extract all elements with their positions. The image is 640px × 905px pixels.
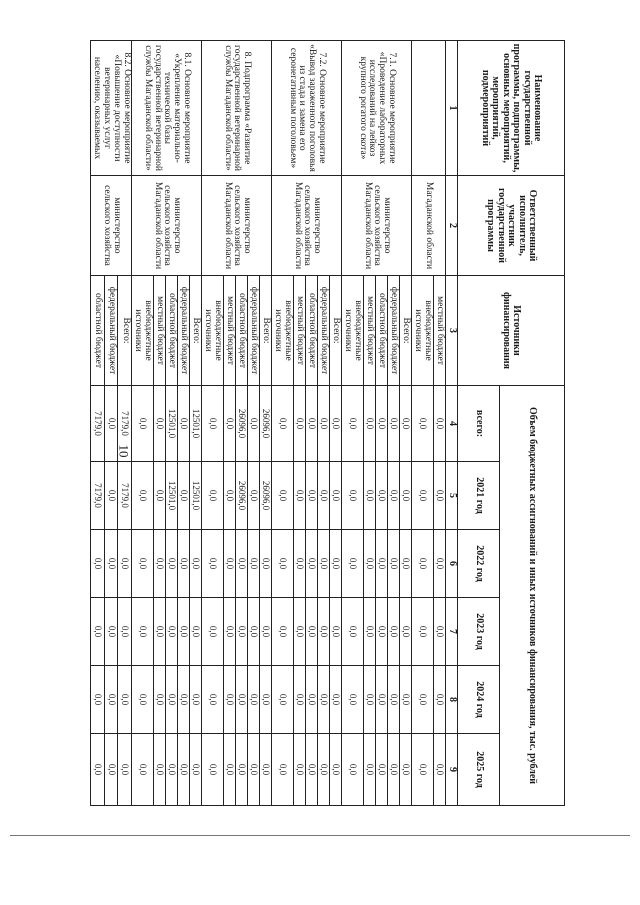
- value-cell: 0,0: [388, 666, 400, 734]
- source-cell: внебюджетные источники: [272, 276, 294, 386]
- source-cell: областной бюджет: [236, 276, 248, 386]
- value-cell: 0,0: [364, 386, 376, 462]
- value-cell: 0,0: [330, 462, 342, 530]
- table-row: [118, 41, 132, 806]
- value-cell: 0,0: [91, 598, 105, 666]
- value-cell: 0,0: [132, 666, 154, 734]
- value-cell: 0,0: [202, 666, 224, 734]
- value-cell: 0,0: [412, 530, 434, 598]
- value-cell: 0,0: [330, 386, 342, 462]
- source-cell: федеральный бюджет: [248, 276, 260, 386]
- value-cell: 0,0: [388, 598, 400, 666]
- col-number: 6: [446, 530, 458, 598]
- value-cell: 0,0: [132, 530, 154, 598]
- value-cell: 0,0: [236, 530, 248, 598]
- page-number: 10: [116, 444, 132, 458]
- program-name-cell: [412, 41, 446, 176]
- table-row: [260, 41, 272, 806]
- value-cell: 0,0: [166, 734, 178, 806]
- value-cell: 0,0: [202, 530, 224, 598]
- value-cell: 0,0: [318, 462, 330, 530]
- value-cell: 0,0: [104, 734, 118, 806]
- value-cell: 0,0: [434, 386, 446, 462]
- col-number: 1: [446, 41, 458, 176]
- value-cell: 0,0: [190, 734, 202, 806]
- value-cell: 0,0: [248, 666, 260, 734]
- value-cell: 0,0: [306, 530, 318, 598]
- value-cell: 0,0: [400, 666, 412, 734]
- value-cell: 12501,0: [166, 386, 178, 462]
- value-cell: 0,0: [306, 462, 318, 530]
- value-cell: 0,0: [260, 734, 272, 806]
- value-cell: 0,0: [294, 530, 306, 598]
- source-cell: местный бюджет: [154, 276, 166, 386]
- source-cell: местный бюджет: [294, 276, 306, 386]
- value-cell: 0,0: [104, 462, 118, 530]
- value-cell: 0,0: [224, 386, 236, 462]
- value-cell: 7179,0: [118, 462, 132, 530]
- value-cell: 0,0: [318, 386, 330, 462]
- source-cell: внебюджетные источники: [202, 276, 224, 386]
- source-cell: Всего:: [330, 276, 342, 386]
- value-cell: 0,0: [166, 666, 178, 734]
- value-cell: 0,0: [132, 386, 154, 462]
- value-cell: 12501,0: [190, 386, 202, 462]
- header-year: 2025 год: [458, 734, 500, 806]
- value-cell: 0,0: [412, 666, 434, 734]
- value-cell: 0,0: [272, 462, 294, 530]
- executor-cell: министерство сельского хозяйства Магаданской области: [132, 176, 202, 276]
- value-cell: 0,0: [272, 386, 294, 462]
- value-cell: 0,0: [364, 734, 376, 806]
- value-cell: 0,0: [91, 530, 105, 598]
- col-number: 9: [446, 734, 458, 806]
- value-cell: 0,0: [202, 734, 224, 806]
- value-cell: 0,0: [306, 666, 318, 734]
- value-cell: 0,0: [118, 734, 132, 806]
- value-cell: 0,0: [178, 386, 190, 462]
- value-cell: 0,0: [294, 462, 306, 530]
- value-cell: 0,0: [224, 462, 236, 530]
- value-cell: 0,0: [236, 666, 248, 734]
- value-cell: 0,0: [330, 666, 342, 734]
- value-cell: 0,0: [388, 462, 400, 530]
- value-cell: 0,0: [104, 530, 118, 598]
- header-source: Источники финансирования: [458, 276, 565, 386]
- source-cell: Всего:: [400, 276, 412, 386]
- column-number-row: [446, 41, 458, 806]
- value-cell: 0,0: [342, 530, 364, 598]
- value-cell: 0,0: [236, 734, 248, 806]
- source-cell: федеральный бюджет: [388, 276, 400, 386]
- value-cell: 0,0: [434, 734, 446, 806]
- value-cell: 0,0: [132, 462, 154, 530]
- executor-cell: министерство сельского хозяйства Магаданской области: [342, 176, 412, 276]
- table-row: [400, 41, 412, 806]
- value-cell: 12501,0: [190, 462, 202, 530]
- value-cell: 0,0: [272, 598, 294, 666]
- source-cell: федеральный бюджет: [318, 276, 330, 386]
- value-cell: 26096,0: [236, 462, 248, 530]
- value-cell: 0,0: [202, 598, 224, 666]
- value-cell: 0,0: [306, 386, 318, 462]
- source-cell: местный бюджет: [364, 276, 376, 386]
- value-cell: 0,0: [400, 386, 412, 462]
- value-cell: 0,0: [294, 386, 306, 462]
- value-cell: 0,0: [236, 598, 248, 666]
- value-cell: 0,0: [388, 530, 400, 598]
- source-cell: областной бюджет: [376, 276, 388, 386]
- header-volume: Объем бюджетных ассигнований и иных источников финансирования, тыс. рублей: [500, 386, 565, 806]
- value-cell: 0,0: [388, 386, 400, 462]
- source-cell: внебюджетные источники: [412, 276, 434, 386]
- value-cell: 0,0: [154, 666, 166, 734]
- value-cell: 0,0: [166, 530, 178, 598]
- program-name-cell: 8.1. Основное мероприятие «Укрепление материально-технической базы государственной ветеринарной службы Магаданской области»: [132, 41, 202, 176]
- value-cell: 0,0: [190, 530, 202, 598]
- value-cell: 0,0: [178, 734, 190, 806]
- value-cell: 0,0: [306, 734, 318, 806]
- source-cell: областной бюджет: [166, 276, 178, 386]
- program-name-cell: 7.1. Основное мероприятие «Проведение лабораторных исследований на лейкоз крупного рогатого скота»: [342, 41, 412, 176]
- value-cell: 0,0: [178, 598, 190, 666]
- value-cell: 7179,0: [118, 386, 132, 462]
- value-cell: 0,0: [294, 598, 306, 666]
- source-cell: Всего:: [118, 276, 132, 386]
- value-cell: 0,0: [376, 530, 388, 598]
- value-cell: 0,0: [224, 666, 236, 734]
- value-cell: 0,0: [248, 598, 260, 666]
- table-body: [91, 41, 446, 806]
- value-cell: 0,0: [400, 530, 412, 598]
- value-cell: 0,0: [154, 598, 166, 666]
- value-cell: 0,0: [248, 734, 260, 806]
- value-cell: 0,0: [400, 462, 412, 530]
- value-cell: 0,0: [412, 598, 434, 666]
- source-cell: федеральный бюджет: [178, 276, 190, 386]
- value-cell: 0,0: [330, 530, 342, 598]
- value-cell: 0,0: [154, 734, 166, 806]
- value-cell: 0,0: [342, 462, 364, 530]
- value-cell: 0,0: [400, 734, 412, 806]
- program-name-cell: 8.2. Основное мероприятие «Повышение доступности ветеринарных услуг населению, оказываемых: [91, 41, 132, 176]
- value-cell: 0,0: [190, 666, 202, 734]
- funding-table: [90, 40, 565, 806]
- value-cell: 0,0: [330, 734, 342, 806]
- value-cell: 0,0: [376, 666, 388, 734]
- source-cell: Всего:: [190, 276, 202, 386]
- col-number: 5: [446, 462, 458, 530]
- value-cell: 0,0: [132, 598, 154, 666]
- col-number: 8: [446, 666, 458, 734]
- value-cell: 0,0: [202, 386, 224, 462]
- value-cell: 0,0: [294, 734, 306, 806]
- value-cell: 0,0: [272, 734, 294, 806]
- value-cell: 26096,0: [236, 386, 248, 462]
- header-name: Наименование государственной программы, подпрограммы, основных мероприятий, мероприятий, подмероприятий: [458, 41, 565, 176]
- value-cell: 0,0: [364, 598, 376, 666]
- source-cell: местный бюджет: [224, 276, 236, 386]
- value-cell: 0,0: [434, 530, 446, 598]
- value-cell: 0,0: [118, 598, 132, 666]
- value-cell: 0,0: [388, 734, 400, 806]
- value-cell: 0,0: [154, 462, 166, 530]
- value-cell: 0,0: [306, 598, 318, 666]
- value-cell: 0,0: [118, 530, 132, 598]
- value-cell: 0,0: [342, 734, 364, 806]
- value-cell: 0,0: [364, 666, 376, 734]
- program-name-cell: 7.2. Основное мероприятие «Вывод зараженного поголовья из стада и замена его серонегативным поголовьем»: [272, 41, 342, 176]
- value-cell: 0,0: [318, 530, 330, 598]
- value-cell: 0,0: [400, 598, 412, 666]
- source-cell: внебюджетные источники: [132, 276, 154, 386]
- value-cell: 0,0: [434, 598, 446, 666]
- col-number: 4: [446, 386, 458, 462]
- value-cell: 0,0: [248, 462, 260, 530]
- value-cell: 0,0: [248, 386, 260, 462]
- executor-cell: министерство сельского хозяйства: [91, 176, 132, 276]
- header-total: всего:: [458, 386, 500, 462]
- table-row: [330, 41, 342, 806]
- header-year: 2021 год: [458, 462, 500, 530]
- value-cell: 7179,0: [91, 462, 105, 530]
- source-cell: федеральный бюджет: [104, 276, 118, 386]
- value-cell: 0,0: [412, 734, 434, 806]
- value-cell: 0,0: [272, 530, 294, 598]
- value-cell: 0,0: [260, 598, 272, 666]
- value-cell: 0,0: [376, 386, 388, 462]
- source-cell: внебюджетные источники: [342, 276, 364, 386]
- value-cell: 0,0: [202, 462, 224, 530]
- value-cell: 7179,0: [91, 386, 105, 462]
- value-cell: 0,0: [318, 598, 330, 666]
- table-row: [190, 41, 202, 806]
- value-cell: 0,0: [412, 462, 434, 530]
- value-cell: 0,0: [272, 666, 294, 734]
- rotated-page: [70, 40, 565, 805]
- col-number: 2: [446, 176, 458, 276]
- header-year: 2023 год: [458, 598, 500, 666]
- value-cell: 0,0: [342, 666, 364, 734]
- source-cell: Всего:: [260, 276, 272, 386]
- source-cell: областной бюджет: [91, 276, 105, 386]
- value-cell: 0,0: [342, 598, 364, 666]
- col-number: 3: [446, 276, 458, 386]
- value-cell: 0,0: [154, 386, 166, 462]
- executor-cell: Магаданской области: [412, 176, 446, 276]
- col-number: 7: [446, 598, 458, 666]
- header-executor: Ответственный исполнитель, участник государственной программы: [458, 176, 565, 276]
- value-cell: 0,0: [364, 462, 376, 530]
- value-cell: 0,0: [342, 386, 364, 462]
- value-cell: 0,0: [434, 462, 446, 530]
- value-cell: 0,0: [104, 666, 118, 734]
- value-cell: 0,0: [178, 462, 190, 530]
- value-cell: 0,0: [318, 666, 330, 734]
- value-cell: 0,0: [91, 666, 105, 734]
- value-cell: 0,0: [376, 462, 388, 530]
- value-cell: 0,0: [260, 666, 272, 734]
- value-cell: 0,0: [412, 386, 434, 462]
- value-cell: 0,0: [330, 598, 342, 666]
- value-cell: 12501,0: [166, 462, 178, 530]
- value-cell: 0,0: [132, 734, 154, 806]
- value-cell: 0,0: [294, 666, 306, 734]
- value-cell: 0,0: [178, 530, 190, 598]
- value-cell: 0,0: [376, 598, 388, 666]
- value-cell: 0,0: [104, 598, 118, 666]
- value-cell: 0,0: [118, 666, 132, 734]
- value-cell: 0,0: [364, 530, 376, 598]
- value-cell: 26096,0: [260, 462, 272, 530]
- header-year: 2022 год: [458, 530, 500, 598]
- value-cell: 0,0: [224, 734, 236, 806]
- table-header: [446, 41, 565, 806]
- source-cell: местный бюджет: [434, 276, 446, 386]
- value-cell: 0,0: [224, 530, 236, 598]
- program-name-cell: 8. Подпрограмма «Развитие государственной ветеринарной службы Магаданской области»: [202, 41, 272, 176]
- value-cell: 0,0: [190, 598, 202, 666]
- executor-cell: министерство сельского хозяйства Магаданской области: [272, 176, 342, 276]
- value-cell: 0,0: [376, 734, 388, 806]
- value-cell: 0,0: [434, 666, 446, 734]
- divider-line: [10, 835, 630, 836]
- header-year: 2024 год: [458, 666, 500, 734]
- value-cell: 0,0: [224, 598, 236, 666]
- value-cell: 0,0: [91, 734, 105, 806]
- source-cell: областной бюджет: [306, 276, 318, 386]
- value-cell: 0,0: [178, 666, 190, 734]
- value-cell: 0,0: [260, 530, 272, 598]
- value-cell: 26096,0: [260, 386, 272, 462]
- value-cell: 0,0: [248, 530, 260, 598]
- value-cell: 0,0: [166, 598, 178, 666]
- executor-cell: министерство сельского хозяйства Магаданской области: [202, 176, 272, 276]
- value-cell: 0,0: [154, 530, 166, 598]
- value-cell: 0,0: [318, 734, 330, 806]
- value-cell: 0,0: [104, 386, 118, 462]
- table-row: [434, 41, 446, 806]
